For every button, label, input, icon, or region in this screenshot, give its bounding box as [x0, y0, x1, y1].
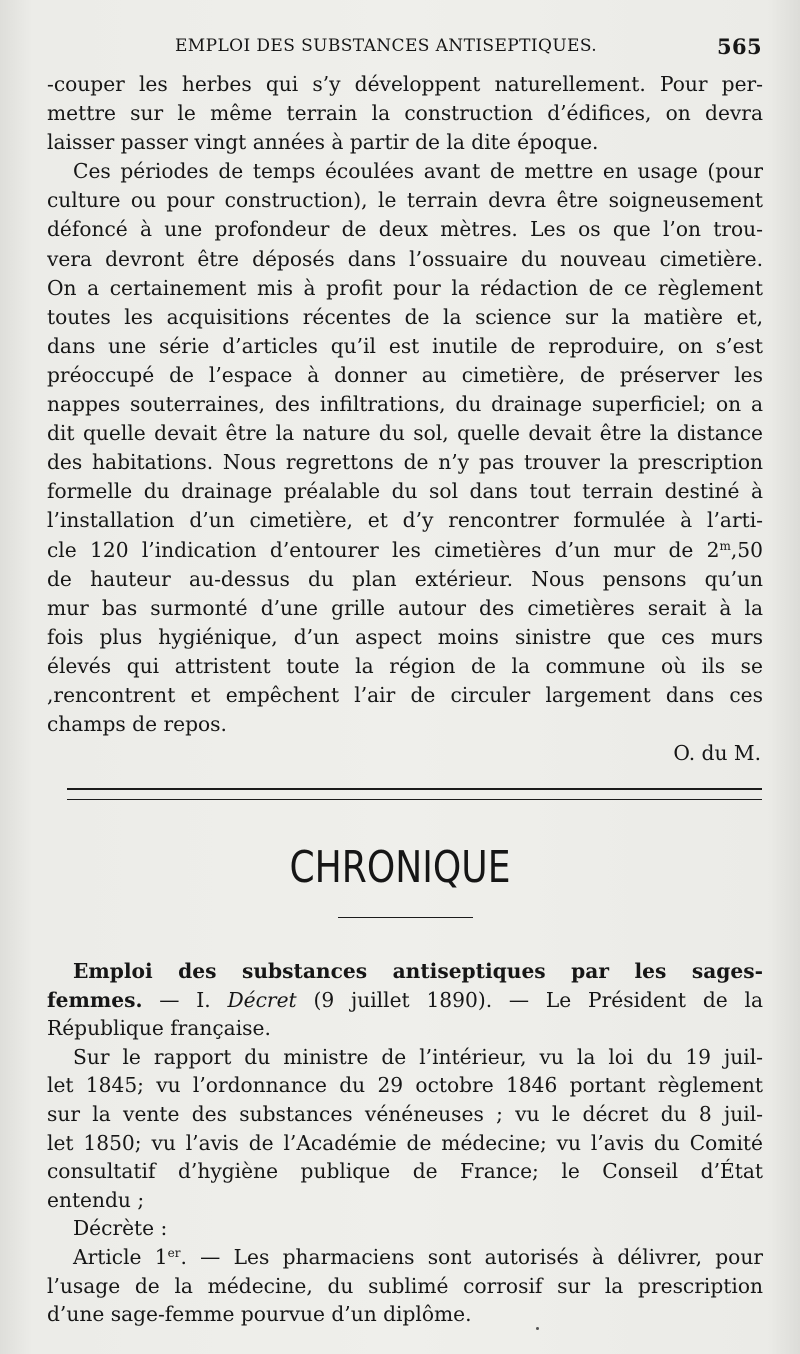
text-line: culture ou pour construction), le terrain devra être soigneusement: [47, 188, 763, 213]
text-line: dit quelle devait être la nature du sol, quelle devait être la distance: [47, 421, 763, 446]
text-line: vera devront être déposés dans l’ossuaire du nouveau cimetière.: [47, 246, 763, 271]
text-line: de hauteur au-dessus du plan extérieur. Nous pensons qu’un: [47, 566, 763, 591]
text-fragment: (9 juillet 1890). — Le Président de la: [296, 987, 763, 1012]
text-line: mettre sur le même terrain la construction d’édifices, on devra: [47, 101, 763, 126]
text-line: -couper les herbes qui s’y développent naturellement. Pour per-: [47, 72, 763, 96]
text-line: élevés qui attristent toute la région de la commune où ils se: [47, 653, 763, 678]
text-line: champs de repos.: [47, 712, 227, 737]
text-line: let 1845; vu l’ordonnance du 29 octobre 1846 portant règlement: [47, 1073, 763, 1098]
print-speck: [536, 1327, 539, 1330]
superscript: m: [719, 538, 731, 553]
text-line: République française.: [47, 1016, 271, 1041]
text-line: On a certainement mis à profit pour la rédaction de ce règlement: [47, 275, 763, 300]
signature: O. du M.: [673, 741, 761, 766]
double-rule-divider: [67, 788, 762, 800]
text-line: d’une sage-femme pourvue d’un diplôme.: [47, 1302, 472, 1327]
text-line: Décrète :: [73, 1216, 168, 1241]
article-heading: femmes.: [47, 987, 143, 1012]
short-rule-divider: [338, 917, 473, 918]
text-line: des habitations. Nous regrettons de n’y pas trouver la prescription: [47, 450, 763, 475]
text-line: mur bas surmonté d’une grille autour des cimetières serait à la: [47, 595, 763, 620]
text-line: entendu ;: [47, 1187, 145, 1212]
body-text: [47, 70, 763, 768]
text-line: dans une série d’articles qu’il est inutile de reproduire, on s’est: [47, 333, 763, 358]
text-line: toutes les acquisitions récentes de la science sur la matière et,: [47, 304, 763, 329]
running-head-title: EMPLOI DES SUBSTANCES ANTISEPTIQUES.: [175, 36, 598, 56]
text-fragment: . — Les pharmaciens sont autorisés à délivrer, pour: [180, 1244, 763, 1269]
text-fragment: cle 120 l’indication d’entourer les cimetières d’un mur de 2: [47, 537, 720, 562]
article-heading-line: [47, 957, 763, 986]
text-line: l’usage de la médecine, du sublimé corrosif sur la prescription: [47, 1273, 763, 1298]
text-line: préoccupé de l’espace à donner au cimetière, de préserver les: [47, 362, 763, 387]
text-line: consultatif d’hygiène publique de France; le Conseil d’État: [47, 1159, 763, 1184]
text-line: fois plus hygiénique, d’un aspect moins sinistre que ces murs: [47, 624, 763, 649]
text-fragment: ,50: [730, 537, 763, 562]
text-line: let 1850; vu l’avis de l’Académie de médecine; vu l’avis du Comité: [47, 1130, 763, 1155]
text-line: laisser passer vingt années à partir de la dite époque.: [47, 130, 599, 155]
text-fragment: — I.: [142, 987, 228, 1012]
article-heading-line: [47, 986, 763, 1015]
article: [47, 957, 763, 1329]
text-line: Sur le rapport du ministre de l’intérieur, vu la loi du 19 juil-: [73, 1044, 763, 1069]
text-line: sur la vente des substances vénéneuses ; vu le décret du 8 juil-: [47, 1101, 763, 1126]
text-line: [47, 1243, 763, 1272]
text-line: Ces périodes de temps écoulées avant de mettre en usage (pour: [73, 159, 763, 184]
text-line: [47, 536, 763, 565]
text-line: ,rencontrent et empêchent l’air de circuler largement dans ces: [47, 682, 763, 707]
section-title: CHRONIQUE: [289, 842, 511, 893]
page-number: 565: [716, 34, 762, 59]
text-line: l’installation d’un cimetière, et d’y rencontrer formulée à l’arti-: [47, 508, 763, 533]
decree-label: Décret: [227, 987, 297, 1012]
running-head: [175, 36, 762, 66]
text-line: nappes souterraines, des infiltrations, du drainage superficiel; on a: [47, 392, 763, 417]
text-fragment: Article 1: [73, 1244, 168, 1269]
text-line: défoncé à une profondeur de deux mètres. Les os que l’on trou-: [47, 217, 763, 242]
superscript: er: [167, 1245, 181, 1260]
text-line: formelle du drainage préalable du sol dans tout terrain destiné à: [47, 479, 763, 504]
article-heading: Emploi des substances antiseptiques par les sages-: [73, 959, 763, 983]
